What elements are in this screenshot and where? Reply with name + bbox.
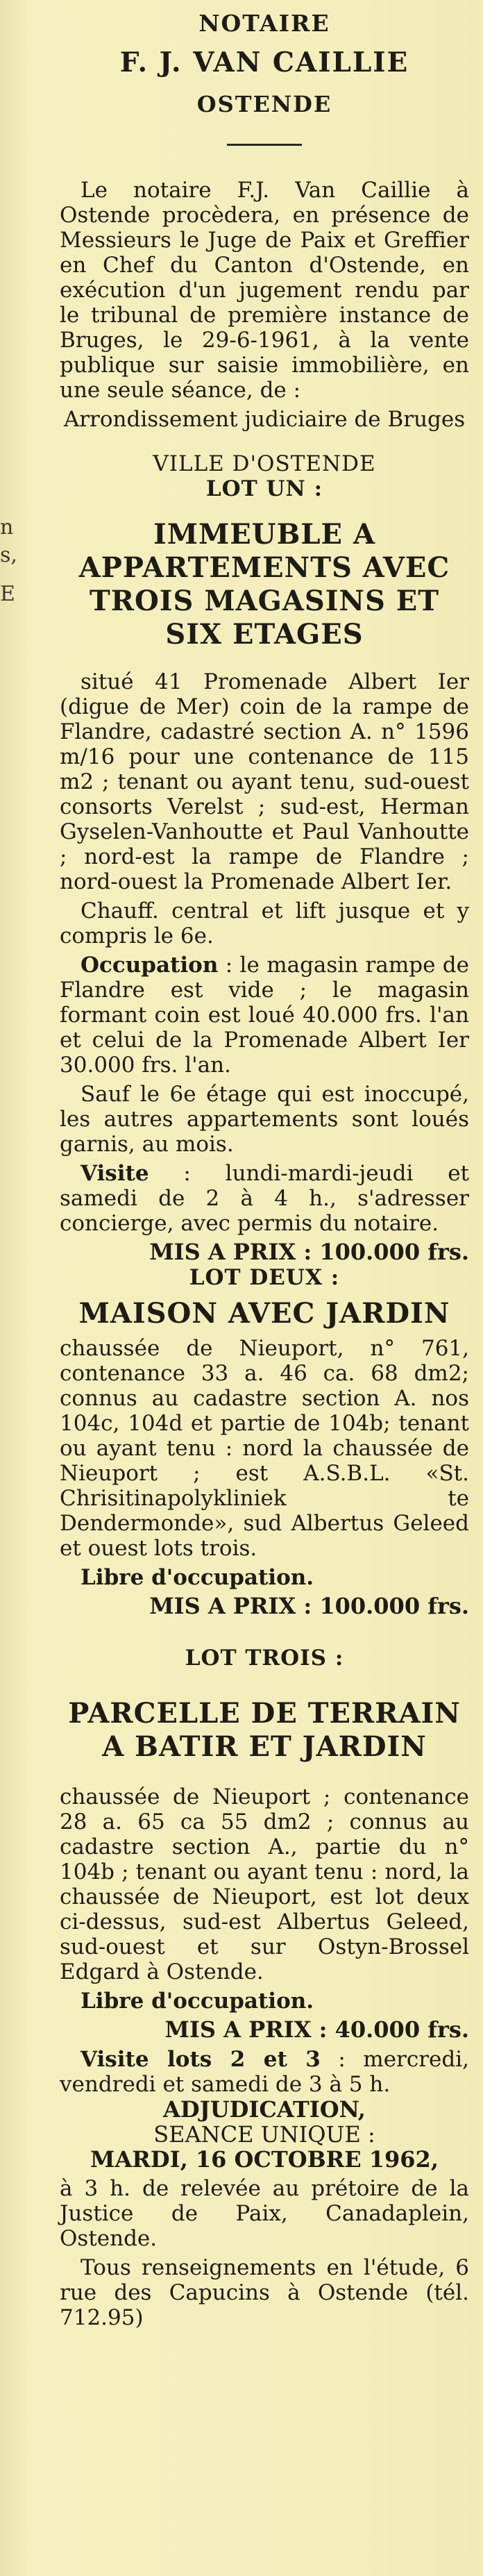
notice-column	[60, 0, 469, 2330]
lot2-libre: Libre d'occupation.	[80, 1565, 314, 1590]
lot1-prix: MIS A PRIX : 100.000 frs.	[149, 1239, 469, 1265]
lot1-sauf: Sauf le 6e étage qui est inoccupé, les autres appartements sont loués garnis, au mois.	[60, 1082, 469, 1157]
lot2-label: LOT DEUX :	[189, 1265, 340, 1290]
lot1-description: situé 41 Promenade Albert Ier (digue de Mer) coin de la rampe de Flandre, cadastré section A. n° 1596 m/16 pour une contenance de 115 m2 ; tenant ou ayant tenu, sud-ouest consorts Verelst ; sud-est, Herman Gyselen-Vanhoutte et Paul Vanhoutte ; nord-est la rampe de Flandre ; nord-ouest la Promenade Albert Ier.	[60, 669, 469, 894]
occupation-label: Occupation	[80, 953, 219, 978]
lot2-title: MAISON AVEC JARDIN	[78, 1297, 450, 1330]
adjudication-title: ADJUDICATION,	[163, 2096, 366, 2123]
lot2-description: chaussée de Nieuport, n° 761, contenance 33 a. 46 ca. 68 dm2; connus au cadastre section A. nos 104c, 104d et partie de 104b; tenant ou ayant tenu : nord la chaussée de Nieuport ; est A.S.B.L. «St. Chrisitinapolykliniek te Dendermonde», sud Albertus Geleed et ouest lots trois.	[60, 1336, 469, 1561]
margin-fragment: s,	[0, 543, 17, 567]
margin-fragment: n	[0, 515, 14, 540]
intro-paragraph: Le notaire F.J. Van Caillie à Ostende procèdera, en présence de Messieurs le Juge de Paix et Greffier en Chef du Canton d'Ostende, en exécution d'un jugement rendu par le tribunal de première instance de Bruges, le 29-6-1961, à la vente publique sur saisie immobilière, en une seule séance, de :	[60, 178, 469, 403]
lot3-libre: Libre d'occupation.	[80, 1989, 314, 2014]
occupation-text: : le magasin rampe de Flandre est vide ; le magasin formant coin est loué 40.000 frs. l'an et celui de la Promenade Albert Ier 30.000 frs. l'an.	[60, 953, 469, 1078]
adjudication-date: MARDI, 16 OCTOBRE 1962,	[90, 2146, 439, 2173]
margin-fragment: E	[0, 582, 15, 606]
lot3-description: chaussée de Nieuport ; contenance 28 a. 65 ca 55 dm2 ; connus au cadastre section A., partie du n° 104b ; tenant ou ayant tenu : nord, la chaussée de Nieuport, est lot deux ci-dessus, sud-est Albertus Geleed, sud-ouest et sur Ostyn-Brossel Edgard à Ostende.	[60, 1784, 469, 1984]
adjudication-seance: SEANCE UNIQUE :	[153, 2121, 375, 2148]
visite-lots-label: Visite lots 2 et 3	[80, 2047, 321, 2072]
lot1-label: LOT UN :	[205, 476, 323, 501]
lot3-label: LOT TROIS :	[185, 1646, 344, 1671]
visite-lots-text: : mercredi, vendredi et samedi de 3 à 5 h.	[60, 2047, 469, 2097]
ville-heading: VILLE D'OSTENDE	[153, 451, 376, 476]
lot1-visite	[60, 1161, 469, 1236]
lot1-title: IMMEUBLE A APPARTEMENTS AVEC TROIS MAGASINS ET SIX ETAGES	[78, 518, 450, 651]
visite-text: : lundi-mardi-jeudi et samedi de 2 à 4 h., s'adresser concierge, avec permis du notaire.	[60, 1161, 469, 1236]
divider-rule	[227, 144, 302, 146]
visite-label: Visite	[80, 1161, 149, 1186]
renseignements: Tous renseignements en l'étude, 6 rue des Capucins à Ostende (tél. 712.95)	[60, 2255, 469, 2330]
lot3-title: PARCELLE DE TERRAIN A BATIR ET JARDIN	[68, 1697, 461, 1763]
visite-lots	[60, 2047, 469, 2097]
arrondissement: Arrondissement judiciaire de Bruges	[63, 407, 466, 432]
notary-name: F. J. VAN CAILLIE	[119, 47, 409, 78]
lot3-prix: MIS A PRIX : 40.000 frs.	[164, 2016, 469, 2043]
lot1-chauffage: Chauff. central et lift jusque et y compris le 6e.	[60, 898, 469, 948]
adjudication-lieu: à 3 h. de relevée au prétoire de la Justice de Paix, Canadaplein, Ostende.	[60, 2176, 469, 2251]
lot2-prix: MIS A PRIX : 100.000 frs.	[149, 1593, 469, 1619]
notary-city: OSTENDE	[196, 91, 332, 117]
lot1-occupation	[60, 953, 469, 1078]
notaire-heading: NOTAIRE	[198, 10, 330, 37]
